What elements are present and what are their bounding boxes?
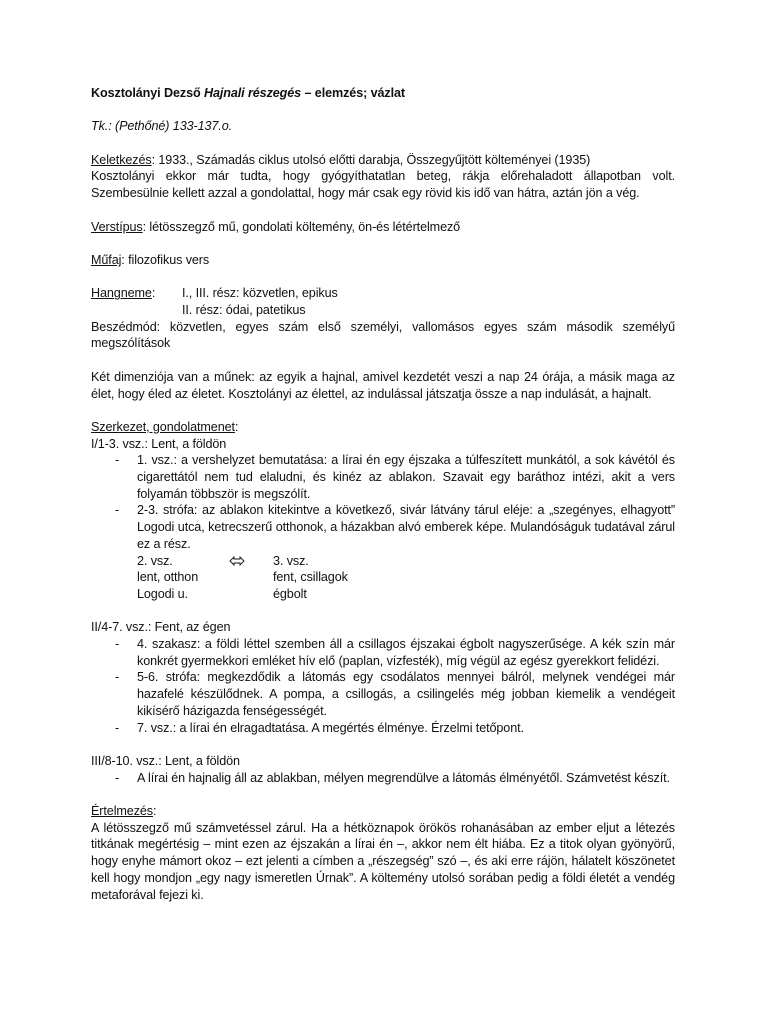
compare-left-head: 2. vsz. <box>137 553 173 568</box>
keletkezes-line1: : 1933., Számadás ciklus utolsó előtti darabja, Összegyűjtött költeményei (1935) <box>151 152 591 167</box>
verstipus-line <box>91 219 675 236</box>
verstipus-label: Verstípus <box>91 219 143 234</box>
mufaj-line <box>91 252 675 269</box>
compare-row <box>137 586 675 603</box>
szerkezet-colon: : <box>234 419 239 434</box>
ertelmezes-text: A létösszegző mű számvetéssel zárul. Ha a hétköznapok örökös rohanásában az ember eljut a létezés titkának megértésig – mint ezen az éjszakán a lírai én –, akkor nem élt hiába. Ez a titok olyan gyönyörű, hogy enyhe mámort okoz – ezt jelenti a címben a „részegség” szó –, és aki erre rájön, hálatelt köszönetet kell hogy mondjon „egy nagy ismeretlen Úrnak”. A költemény utolsó sorában pedig a földi életét a vendég metaforával fejezi ki. <box>91 820 675 902</box>
hangneme-row-1 <box>91 285 675 302</box>
document-page <box>91 85 675 903</box>
textbook-reference: Tk.: (Pethőné) 133-137.o. <box>91 119 233 134</box>
hangneme-colon: : <box>151 286 156 301</box>
list-item-text: 4. szakasz: a földi léttel szemben áll a csillagos éjszakai égbolt nagyszerűsége. A kék szín már konkrét gyermekkori emléket hív elő (paplan, vízfesték), míg végül az egész gyerekkort felidézi. <box>137 637 675 668</box>
compare-left-cell: lent, otthon <box>137 570 199 585</box>
dash-bullet: - <box>115 720 120 735</box>
list-item-text: A lírai én hajnalig áll az ablakban, mélyen megrendülve a látomás élményétől. Számvetést készít. <box>137 770 670 785</box>
part1-list <box>91 452 675 602</box>
list-item <box>91 452 675 502</box>
list-item-text: 1. vsz.: a vershelyzet bemutatása: a lírai én egy éjszaka a túlfeszített munkától, a sok kávétól és cigarettától nem tud elaludni, és kinéz az ablakon. Szavait egy baráthoz intézi, akit a vers folyamán többször is megszólít. <box>137 453 675 501</box>
list-item <box>91 720 675 737</box>
keletkezes-line <box>91 152 675 169</box>
mufaj-label: Műfaj <box>91 252 122 267</box>
dash-bullet: - <box>115 670 120 685</box>
szerkezet-label: Szerkezet, gondolatmenet <box>91 419 235 434</box>
hangneme-row-2 <box>91 302 675 319</box>
compare-right-head: 3. vsz. <box>273 553 309 568</box>
document-title <box>91 85 675 102</box>
compare-row <box>137 553 675 570</box>
compare-right-cell: égbolt <box>273 586 307 601</box>
hangneme-spacer <box>91 302 182 319</box>
list-item <box>91 669 675 719</box>
compare-arrow-cell <box>229 553 273 570</box>
list-item-text: 5-6. strófa: megkezdődik a látomás egy csodálatos mennyei bálról, melynek vendégei már hazafelé készülődnek. A pompa, a csillogás, a csilingelés még jobban kiemelik a vendégeit kikísérő házigazda fenségességét. <box>137 670 675 718</box>
part2-list <box>91 636 675 736</box>
list-item-text: 7. vsz.: a lírai én elragadtatása. A megértés élménye. Érzelmi tetőpont. <box>137 720 524 735</box>
hangneme-label: Hangneme <box>91 286 152 301</box>
dash-bullet: - <box>115 770 120 785</box>
list-item-text: 2-3. strófa: az ablakon kitekintve a következő, sivár látvány tárul eléje: a „szegényes, elhagyott” Logodi utca, ketrecszerű otthonok, a házakban alvó emberek képe. Mulandóságuk tudatával zárul ez a rész. <box>137 503 675 551</box>
dimenzio-text: Két dimenziója van a műnek: az egyik a hajnal, amivel kezdetét veszi a nap 24 órája, a másik maga az élet, hogy éled az életet. Kosztolányi az élettel, az indulással játszatja össze a nap indulását, a hajnalt. <box>91 369 675 401</box>
list-item <box>91 636 675 669</box>
dash-bullet: - <box>115 637 120 652</box>
dash-bullet: - <box>115 503 120 518</box>
list-item <box>91 502 675 602</box>
szerkezet-heading <box>91 419 675 436</box>
beszedmod-text: Beszédmód: közvetlen, egyes szám első személyi, vallomásos egyes szám második személyű megszólítások <box>91 319 675 351</box>
title-author: Kosztolányi Dezső <box>91 86 201 100</box>
list-item <box>91 770 675 787</box>
part3-list <box>91 770 675 787</box>
hangneme-block <box>91 285 675 318</box>
ertelmezes-label: Értelmezés <box>91 804 153 819</box>
keletkezes-label: Keletkezés <box>91 152 152 167</box>
compare-left-cell: Logodi u. <box>137 586 188 601</box>
dash-bullet: - <box>115 453 120 468</box>
part1-heading: I/1-3. vsz.: Lent, a földön <box>91 436 227 451</box>
part2-heading: II/4-7. vsz.: Fent, az égen <box>91 620 231 635</box>
title-rest: – elemzés; vázlat <box>301 86 406 100</box>
keletkezes-text: Kosztolányi ekkor már tudta, hogy gyógyíthatatlan beteg, rákja előrehaladott állapotban volt. Szembesülnie kellett azzal a gondolattal, hogy már csak egy rövid kis idő van hátra, aztán jön a vég. <box>91 169 675 201</box>
title-work: Hajnali részegés <box>203 86 302 100</box>
hangneme-line2: II. rész: ódai, patetikus <box>182 303 306 318</box>
ertelmezes-heading <box>91 803 675 820</box>
hangneme-label-wrap <box>91 285 182 302</box>
compare-right-cell: fent, csillagok <box>273 570 348 585</box>
part3-heading: III/8-10. vsz.: Lent, a földön <box>91 753 240 768</box>
verstipus-text: : létösszegző mű, gondolati költemény, ön-és létértelmező <box>142 219 461 234</box>
compare-table <box>137 553 675 603</box>
hangneme-line1: I., III. rész: közvetlen, epikus <box>182 286 338 301</box>
ertelmezes-colon: : <box>153 804 157 819</box>
arrow-both-icon <box>229 556 245 566</box>
mufaj-text: : filozofikus vers <box>121 252 210 267</box>
compare-row <box>137 569 675 586</box>
